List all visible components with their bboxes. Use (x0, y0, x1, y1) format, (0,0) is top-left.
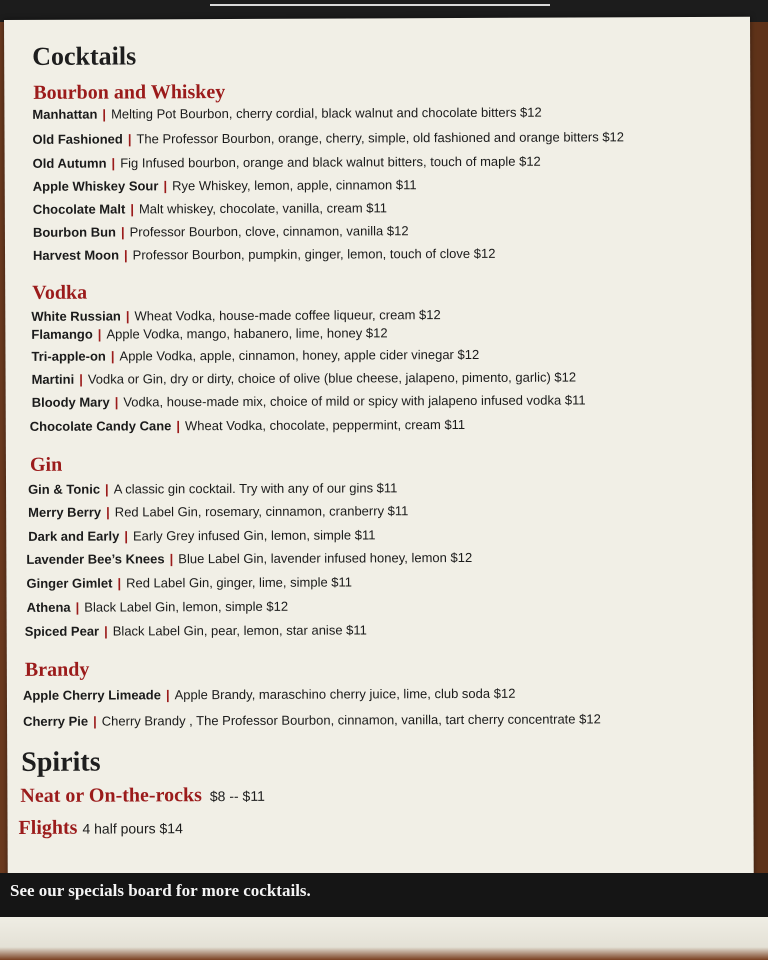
menu-item (27, 599, 289, 615)
item-name: White Russian (31, 308, 121, 324)
section-title-gin: Gin (29, 453, 63, 476)
item-description: The Professor Bourbon, orange, cherry, simple, old fashioned and orange bitters $12 (136, 129, 625, 147)
flights-label: Flights (18, 816, 78, 839)
page-bottom-edge (0, 917, 768, 960)
separator-bar: | (75, 599, 80, 615)
menu-item (23, 686, 516, 703)
section-title-bourbon: Bourbon and Whiskey (33, 81, 226, 104)
separator-bar: | (176, 418, 181, 434)
item-description: Apple Brandy, maraschino cherry juice, lime, club soda $12 (174, 685, 516, 703)
item-description: Melting Pot Bourbon, cherry cordial, black walnut and chocolate bitters $12 (111, 104, 542, 122)
menu-item (32, 370, 577, 387)
separator-bar: | (124, 528, 128, 544)
item-description: Vodka or Gin, dry or dirty, choice of olive (blue cheese, jalapeno, pimento, garlic) $12 (87, 369, 577, 387)
page-title: Cocktails (32, 41, 137, 71)
menu-page (4, 17, 754, 950)
top-divider (210, 4, 550, 6)
menu-item (26, 550, 472, 567)
menu-item (33, 223, 409, 240)
item-description: Apple Vodka, mango, habanero, lime, honey $12 (106, 325, 388, 342)
item-description: Professor Bourbon, clove, cinnamon, vanilla $12 (129, 223, 409, 240)
flights-price: 4 half pours $14 (82, 820, 183, 837)
item-description: Cherry Brandy , The Professor Bourbon, cinnamon, vanilla, tart cherry concentrate $12 (101, 711, 601, 729)
footer-text: See our specials board for more cocktails. (10, 881, 311, 900)
separator-bar: | (110, 348, 115, 364)
item-name: Dark and Early (28, 528, 120, 544)
neat-line (20, 784, 265, 808)
item-description: Black Label Gin, pear, lemon, star anise $11 (112, 622, 367, 639)
item-name: Lavender Bee’s Knees (26, 551, 165, 567)
item-description: Vodka, house-made mix, choice of mild or spicy with jalapeno infused vodka $11 (123, 392, 586, 410)
menu-item (33, 200, 387, 217)
separator-bar: | (163, 178, 168, 194)
item-name: Manhattan (32, 106, 98, 122)
item-name: Old Autumn (32, 155, 107, 171)
spirits-title: Spirits (21, 746, 101, 778)
item-name: Bloody Mary (31, 394, 110, 410)
separator-bar: | (104, 481, 109, 497)
separator-bar: | (125, 308, 130, 324)
item-name: Martini (31, 371, 75, 387)
separator-bar: | (120, 224, 125, 240)
item-name: Cherry Pie (23, 713, 89, 729)
item-description: Wheat Vodka, chocolate, peppermint, cream $11 (184, 416, 466, 434)
item-description: Wheat Vodka, house-made coffee liqueur, cream $12 (134, 307, 441, 324)
item-name: Spiced Pear (24, 623, 100, 639)
separator-bar: | (169, 551, 174, 567)
item-description: A classic gin cocktail. Try with any of our gins $11 (113, 480, 398, 497)
separator-bar: | (102, 106, 107, 122)
item-description: Professor Bourbon, pumpkin, ginger, lemon, touch of clove $12 (132, 245, 496, 263)
menu-item (33, 154, 541, 171)
menu-item (32, 105, 541, 122)
item-description: Blue Label Gin, lavender infused honey, lemon $12 (178, 549, 473, 567)
item-name: Apple Whiskey Sour (32, 178, 159, 194)
neat-label: Neat or On-the-rocks (20, 784, 202, 807)
separator-bar: | (79, 371, 83, 387)
section-title-vodka: Vodka (32, 281, 88, 304)
footer-banner (0, 873, 768, 917)
menu-item (26, 574, 352, 590)
item-name: Merry Berry (28, 504, 102, 520)
item-description: Black Label Gin, lemon, simple $12 (84, 598, 289, 615)
item-name: Old Fashioned (32, 131, 123, 147)
menu-item (33, 177, 417, 194)
flights-line (18, 816, 182, 840)
separator-bar: | (104, 623, 108, 639)
separator-bar: | (123, 247, 128, 263)
item-name: Harvest Moon (32, 247, 120, 263)
menu-item (32, 392, 586, 409)
separator-bar: | (114, 394, 119, 410)
menu-item (31, 347, 479, 364)
menu-item (23, 711, 601, 729)
separator-bar: | (93, 713, 97, 729)
separator-bar: | (127, 131, 132, 147)
item-name: Chocolate Candy Cane (29, 418, 172, 434)
item-description: Red Label Gin, rosemary, cinnamon, cranberry $11 (114, 503, 409, 520)
menu-item (31, 325, 387, 342)
menu-item (25, 622, 367, 638)
section-title-brandy: Brandy (24, 658, 90, 681)
separator-bar: | (97, 326, 102, 342)
separator-bar: | (111, 155, 116, 171)
menu-item (32, 129, 624, 147)
neat-price: $8 -- $11 (209, 787, 265, 805)
menu-item (28, 527, 375, 544)
item-name: Athena (26, 599, 71, 615)
item-name: Gin & Tonic (28, 481, 101, 497)
item-description: Malt whiskey, chocolate, vanilla, cream $11 (138, 200, 388, 217)
item-name: Apple Cherry Limeade (22, 687, 161, 703)
menu-item (30, 417, 465, 434)
item-name: Tri-apple-on (31, 348, 106, 364)
separator-bar: | (106, 504, 110, 520)
item-name: Chocolate Malt (32, 201, 126, 217)
item-name: Flamango (31, 326, 93, 342)
item-description: Apple Vodka, apple, cinnamon, honey, apple cider vinegar $12 (119, 346, 480, 364)
separator-bar: | (117, 575, 122, 591)
menu-item (33, 246, 495, 263)
menu-item (31, 307, 440, 324)
item-name: Ginger Gimlet (26, 575, 113, 591)
item-description: Fig Infused bourbon, orange and black walnut bitters, touch of maple $12 (120, 153, 541, 171)
item-description: Early Grey infused Gin, lemon, simple $11 (132, 527, 376, 544)
item-description: Rye Whiskey, lemon, apple, cinnamon $11 (172, 177, 417, 194)
item-description: Red Label Gin, ginger, lime, simple $11 (126, 574, 353, 591)
menu-item (28, 480, 397, 497)
separator-bar: | (130, 201, 134, 217)
menu-item (28, 503, 408, 520)
item-name: Bourbon Bun (32, 224, 117, 240)
separator-bar: | (165, 687, 170, 703)
